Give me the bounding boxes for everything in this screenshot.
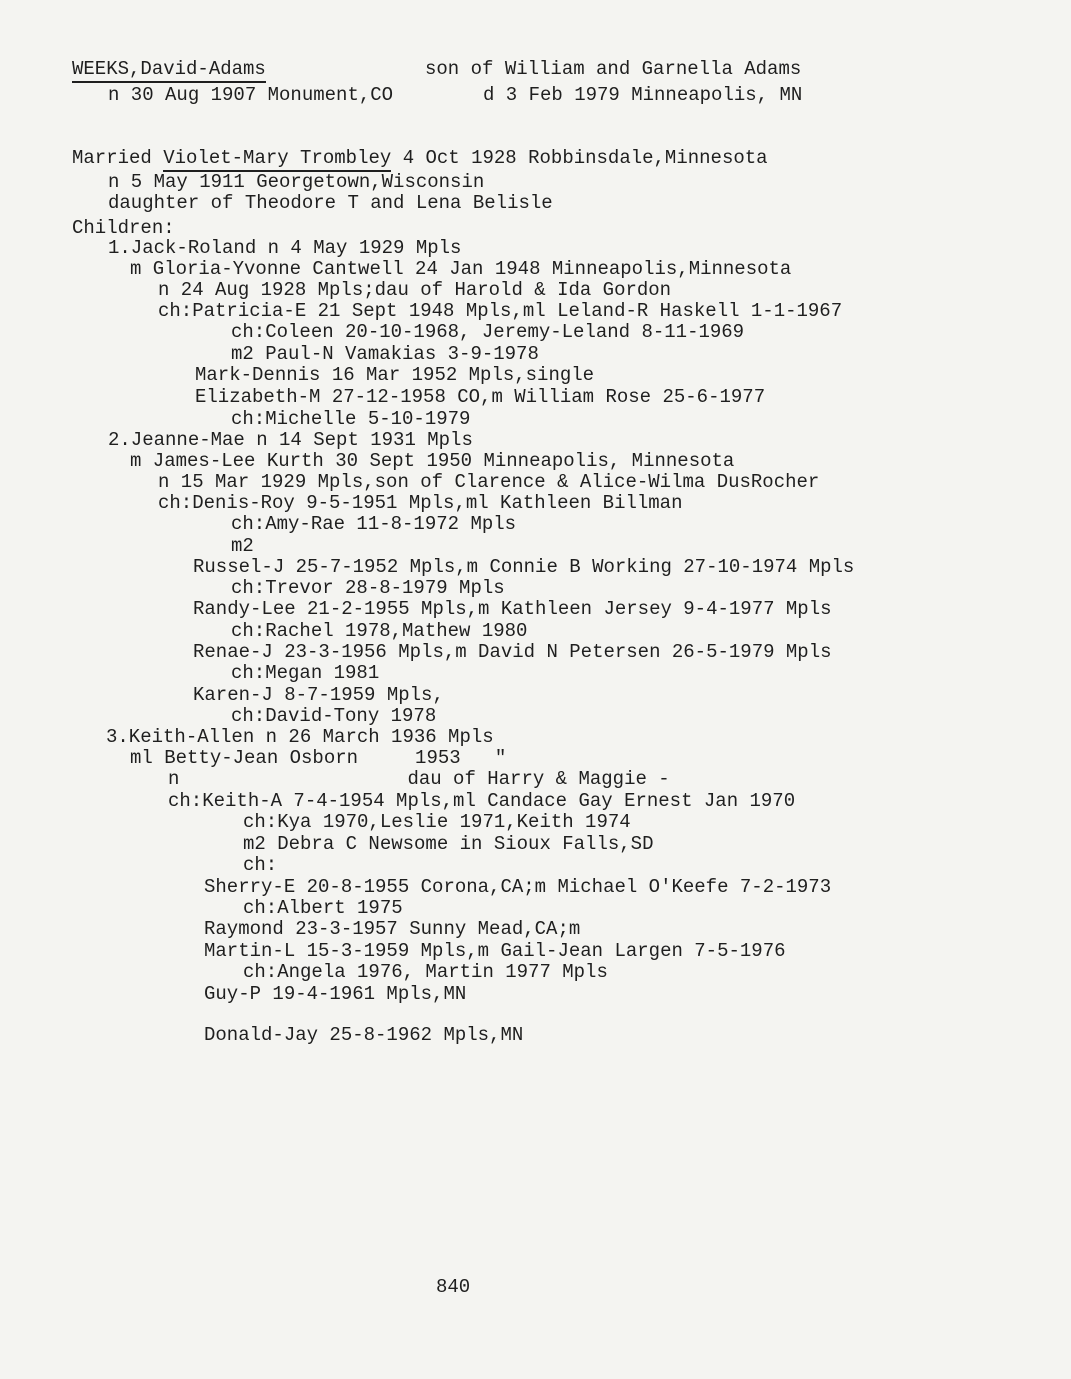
entry-line: n 15 Mar 1929 Mpls,son of Clarence & Alice-Wilma DusRocher — [158, 471, 820, 493]
subject-birth: n 30 Aug 1907 Monument,CO — [108, 84, 394, 106]
entry-line: 3.Keith-Allen n 26 March 1936 Mpls — [106, 726, 494, 748]
entry-line: Mark-Dennis 16 Mar 1952 Mpls,single — [195, 364, 595, 386]
entry-line: ch:Megan 1981 — [231, 662, 380, 684]
entry-line: Renae-J 23-3-1956 Mpls,m David N Petersen 26-5-1979 Mpls — [193, 641, 832, 663]
header-name-line — [72, 58, 266, 80]
marriage-details: 4 Oct 1928 Robbinsdale,Minnesota — [402, 147, 768, 169]
entry-line: ch:Trevor 28-8-1979 Mpls — [231, 577, 505, 599]
entry-line: Guy-P 19-4-1961 Mpls,MN — [204, 983, 467, 1005]
entry-line: 2.Jeanne-Mae n 14 Sept 1931 Mpls — [108, 429, 473, 451]
entry-line: m2 Paul-N Vamakias 3-9-1978 — [231, 343, 539, 365]
marriage-prefix: Married — [72, 147, 152, 169]
page-number: 840 — [436, 1276, 471, 1298]
entry-line: 1.Jack-Roland n 4 May 1929 Mpls — [108, 237, 462, 259]
entry-line: Russel-J 25-7-1952 Mpls,m Connie B Working 27-10-1974 Mpls — [193, 556, 855, 578]
entry-line: ch: — [243, 854, 278, 876]
entry-line: ch:Michelle 5-10-1979 — [231, 408, 471, 430]
entry-line: Randy-Lee 21-2-1955 Mpls,m Kathleen Jersey 9-4-1977 Mpls — [193, 598, 832, 620]
subject-name: WEEKS,David-Adams — [72, 58, 266, 83]
entry-line: Raymond 23-3-1957 Sunny Mead,CA;m — [204, 918, 581, 940]
entry-line: ch:Patricia-E 21 Sept 1948 Mpls,ml Leland-R Haskell 1-1-1967 — [158, 300, 843, 322]
entry-line: Martin-L 15-3-1959 Mpls,m Gail-Jean Largen 7-5-1976 — [204, 940, 786, 962]
subject-death: d 3 Feb 1979 Minneapolis, MN — [483, 84, 803, 106]
entry-line: m James-Lee Kurth 30 Sept 1950 Minneapolis, Minnesota — [130, 450, 735, 472]
spouse-name: Violet-Mary Trombley — [163, 147, 391, 172]
entry-line: Elizabeth-M 27-12-1958 CO,m William Rose 25-6-1977 — [195, 386, 766, 408]
entry-line: ch:Amy-Rae 11-8-1972 Mpls — [231, 513, 517, 535]
entry-line: Donald-Jay 25-8-1962 Mpls,MN — [204, 1024, 524, 1046]
subject-parents: son of William and Garnella Adams — [425, 58, 802, 80]
children-label: Children: — [72, 217, 175, 239]
entry-line: ch:Coleen 20-10-1968, Jeremy-Leland 8-11-1969 — [231, 321, 745, 343]
entry-line: ch:Kya 1970,Leslie 1971,Keith 1974 — [243, 811, 631, 833]
entry-line: ml Betty-Jean Osborn 1953 " — [130, 747, 507, 769]
entry-line: n 24 Aug 1928 Mpls;dau of Harold & Ida Gordon — [158, 279, 672, 301]
spouse-parents: daughter of Theodore T and Lena Belisle — [108, 192, 553, 214]
entry-line: ch:Denis-Roy 9-5-1951 Mpls,ml Kathleen Billman — [158, 492, 683, 514]
entry-line: ch:Keith-A 7-4-1954 Mpls,ml Candace Gay Ernest Jan 1970 — [168, 790, 796, 812]
entry-line: m2 Debra C Newsome in Sioux Falls,SD — [243, 833, 654, 855]
entry-line: m2 — [231, 535, 254, 557]
marriage-line — [72, 147, 768, 169]
entry-line: Karen-J 8-7-1959 Mpls, — [193, 684, 444, 706]
entry-line: m Gloria-Yvonne Cantwell 24 Jan 1948 Minneapolis,Minnesota — [130, 258, 792, 280]
entry-line: ch:David-Tony 1978 — [231, 705, 437, 727]
entry-line: ch:Rachel 1978,Mathew 1980 — [231, 620, 528, 642]
entry-line: Sherry-E 20-8-1955 Corona,CA;m Michael O'Keefe 7-2-1973 — [204, 876, 832, 898]
entry-line: ch:Albert 1975 — [243, 897, 403, 919]
spouse-birth: n 5 May 1911 Georgetown,Wisconsin — [108, 171, 485, 193]
entry-line: n dau of Harry & Maggie - — [168, 768, 670, 790]
entry-line: ch:Angela 1976, Martin 1977 Mpls — [243, 961, 608, 983]
